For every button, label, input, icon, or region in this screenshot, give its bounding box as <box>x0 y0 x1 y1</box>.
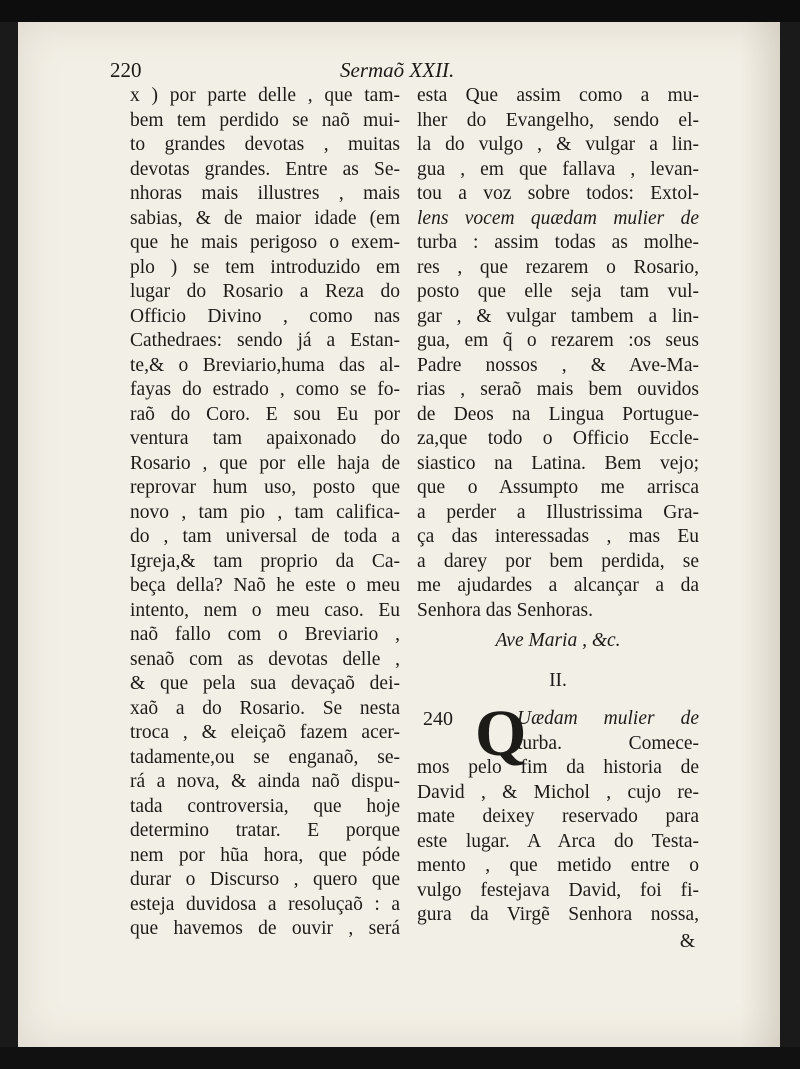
drop-cap: Q <box>475 697 527 770</box>
text-line: plo ) se tem introduzido em <box>130 256 400 278</box>
text-line: reprovar hum uso, posto que <box>130 477 400 498</box>
text-line: gua , em que fallava , levan- <box>417 158 699 180</box>
text-line: xaõ a do Rosario. Se nesta <box>130 697 400 719</box>
latin-quote-line: lens vocem quædam mulier de <box>417 207 699 229</box>
page-edge-stain <box>740 22 780 1047</box>
text-line: esteja duvidosa a resoluçaõ : a <box>130 893 400 915</box>
text-line: turba : assim todas as molhe- <box>417 232 699 253</box>
text-line: devotas grandes. Entre as Se- <box>130 158 400 180</box>
text-line: te,& o Breviario,huma das al- <box>130 354 400 376</box>
text-line: za,que todo o Officio Eccle- <box>417 428 699 449</box>
text-line: senaõ com as devotas delle , <box>130 648 400 670</box>
text-line: rias , seraõ mais bem ouvidos <box>417 379 699 400</box>
text-line: ça das interessadas , mas Eu <box>417 526 699 547</box>
closing-invocation: Ave Maria , &c. <box>495 630 621 651</box>
text-line: a perder a Illustrissima Gra- <box>417 501 699 523</box>
scan-border-top <box>0 0 800 22</box>
text-line: lher do Evangelho, sendo el- <box>417 109 699 131</box>
paragraph-240 <box>417 697 699 928</box>
text-line: nhoras mais illustres , mais <box>130 183 400 204</box>
text-line: Rosario , que por elle haja de <box>130 452 400 474</box>
text-line: de Deos na Lingua Portugue- <box>417 403 699 425</box>
page-number: 220 <box>110 58 142 82</box>
text-line: determino tratar. E porque <box>130 820 400 841</box>
text-line: rá a nova, & ainda naõ dispu- <box>130 771 400 792</box>
text-line: mate deixey reservado para <box>417 806 699 827</box>
catchword: & <box>679 930 695 952</box>
text-line: a darey por bem perdida, se <box>417 550 699 572</box>
text-line: que o Assumpto me arrisca <box>417 477 699 498</box>
text-line: Cathedraes: sendo já a Estan- <box>130 330 400 351</box>
page-header <box>110 58 470 86</box>
left-column <box>130 84 400 942</box>
text-line: me ajudardes a alcançar a da <box>417 575 699 596</box>
text-line: que havemos de ouvir , será <box>130 918 400 939</box>
text-line: troca , & eleiçaõ fazem acer- <box>130 722 400 743</box>
text-line: Padre nossos , & Ave-Ma- <box>417 354 699 376</box>
text-line: lugar do Rosario a Reza do <box>130 281 400 302</box>
text-line: res , que rezarem o Rosario, <box>417 256 699 278</box>
text-line: bem tem perdido se naõ mui- <box>130 109 400 131</box>
text-line: beça della? Naõ he este o meu <box>130 575 400 596</box>
text-line: to grandes devotas , muitas <box>130 134 400 155</box>
text-line: Senhora das Senhoras. <box>417 599 594 621</box>
text-line: David , & Michol , cujo re- <box>417 781 699 803</box>
text-line: sabias, & de maior idade (em <box>130 207 400 229</box>
text-line: nem por hũa hora, que póde <box>130 844 400 866</box>
text-line: tou a voz sobre todos: Extol- <box>417 183 699 204</box>
text-line: do , tam universal de toda a <box>130 526 400 547</box>
text-line: gar , & vulgar tambem a lin- <box>417 305 699 327</box>
text-line: posto que elle seja tam vul- <box>417 281 699 302</box>
text-line: naõ fallo com o Breviario , <box>130 624 400 645</box>
text-line: x ) por parte delle , que tam- <box>130 85 400 106</box>
text-line: fayas do estrado , como se fo- <box>130 379 400 400</box>
text-line: turba. Comece- <box>517 732 699 754</box>
text-line: Igreja,& tam proprio da Ca- <box>130 550 400 572</box>
latin-quote-line: Uædam mulier de <box>517 708 699 729</box>
text-line: que he mais perigoso o exem- <box>130 232 400 253</box>
right-column <box>417 84 699 956</box>
text-line: Officio Divino , como nas <box>130 305 400 327</box>
section-numeral: II. <box>549 670 567 691</box>
text-line: & que pela sua devaçaõ dei- <box>130 673 400 694</box>
scan-border-bottom <box>0 1047 800 1069</box>
text-line: gura da Virgẽ Senhora nossa, <box>417 904 699 925</box>
paragraph-number: 240 <box>423 708 453 730</box>
text-line: tadamente,ou se enganaõ, se- <box>130 746 400 768</box>
text-line: este lugar. A Arca do Testa- <box>417 830 699 852</box>
text-line: esta Que assim como a mu- <box>417 85 699 106</box>
text-line: novo , tam pio , tam califica- <box>130 501 400 523</box>
text-line: intento, nem o meu caso. Eu <box>130 599 400 621</box>
text-line: gua, em q̃ o rezarem :os seus <box>417 330 699 351</box>
text-line: mos pelo fim da historia de <box>417 757 699 778</box>
text-line: la do vulgo , & vulgar a lin- <box>417 134 699 155</box>
text-line: durar o Discurso , quero que <box>130 869 400 890</box>
text-line: raõ do Coro. E sou Eu por <box>130 403 400 425</box>
text-line: vulgo festejava David, foi fi- <box>417 879 699 901</box>
text-line: ventura tam apaixonado do <box>130 428 400 449</box>
text-line: siastico na Latina. Bem vejo; <box>417 452 699 474</box>
running-title: Sermaõ XXII. <box>340 58 455 82</box>
text-line: mento , que metido entre o <box>417 855 699 876</box>
text-line: tada controversia, que hoje <box>130 795 400 817</box>
